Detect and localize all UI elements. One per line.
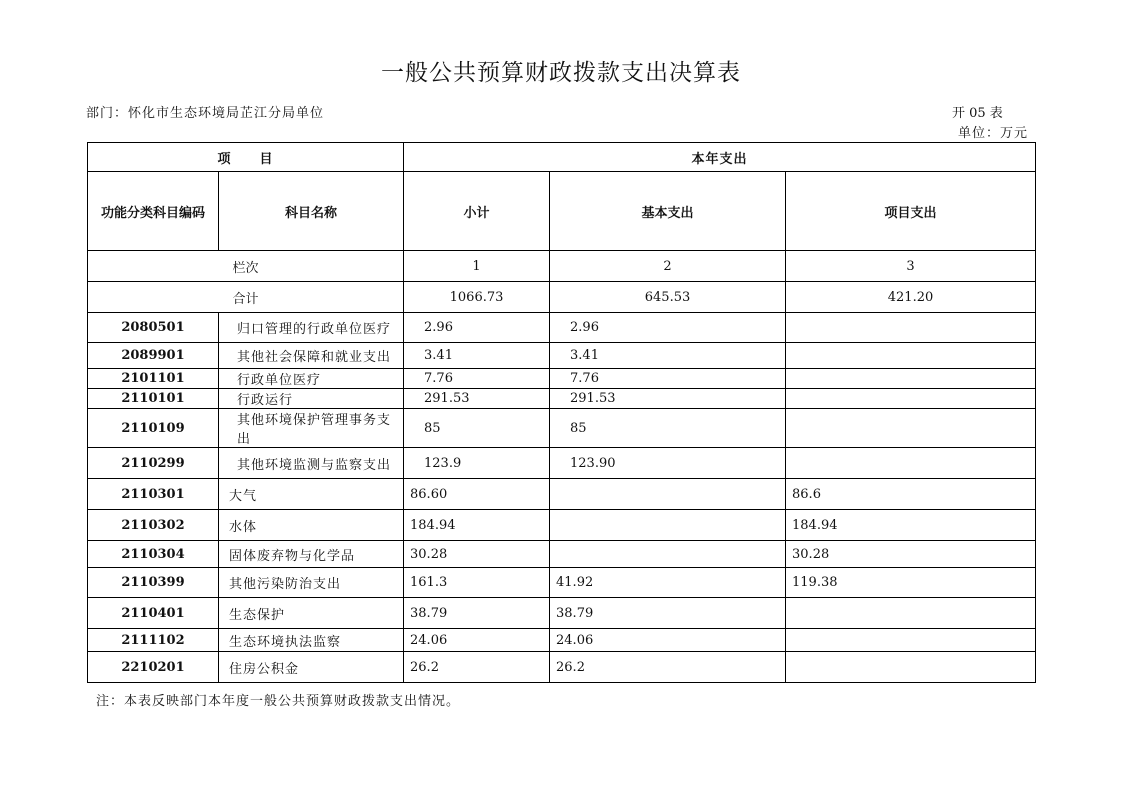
row-subtotal: 3.41: [404, 343, 550, 369]
table-row: [88, 629, 1036, 652]
row-project: 86.6: [786, 479, 1036, 510]
row-basic: [550, 510, 786, 541]
row-subtotal: 24.06: [404, 629, 550, 652]
row-project: 119.38: [786, 568, 1036, 598]
row-name: 归口管理的行政单位医疗: [219, 313, 404, 343]
total-basic: 645.53: [550, 282, 786, 313]
header-basic: 基本支出: [550, 172, 786, 251]
row-project: [786, 369, 1036, 389]
header-item: 项 目: [88, 143, 404, 172]
total-label: 合计: [88, 282, 404, 313]
row-project: [786, 629, 1036, 652]
row-subtotal: 161.3: [404, 568, 550, 598]
footnote: 注：本表反映部门本年度一般公共预算财政拨款支出情况。: [96, 694, 461, 709]
row-basic: 3.41: [550, 343, 786, 369]
row-name: 行政运行: [219, 389, 404, 409]
row-name: 固体废弃物与化学品: [219, 541, 404, 568]
row-basic: 291.53: [550, 389, 786, 409]
row-code: 2110399: [88, 568, 219, 598]
department-label: 部门：怀化市生态环境局芷江分局单位: [86, 106, 325, 121]
row-name: 生态环境执法监察: [219, 629, 404, 652]
header-row-1: [88, 143, 1036, 172]
row-subtotal: 26.2: [404, 652, 550, 683]
total-row: [88, 282, 1036, 313]
row-code: 2111102: [88, 629, 219, 652]
column-number-row: [88, 251, 1036, 282]
row-code: 2210201: [88, 652, 219, 683]
header-this-year: 本年支出: [404, 143, 1036, 172]
row-code: 2089901: [88, 343, 219, 369]
header-subtotal: 小计: [404, 172, 550, 251]
table-row: [88, 369, 1036, 389]
row-basic: 85: [550, 409, 786, 448]
row-code: 2110101: [88, 389, 219, 409]
table-row: [88, 479, 1036, 510]
row-code: 2080501: [88, 313, 219, 343]
unit-label: 单位：万元: [958, 126, 1029, 141]
row-name: 生态保护: [219, 598, 404, 629]
table-row: [88, 313, 1036, 343]
row-subtotal: 85: [404, 409, 550, 448]
row-name: 住房公积金: [219, 652, 404, 683]
table-row: [88, 541, 1036, 568]
header-func-code: 功能分类科目编码: [88, 172, 219, 251]
row-basic: 26.2: [550, 652, 786, 683]
total-project: 421.20: [786, 282, 1036, 313]
row-code: 2110301: [88, 479, 219, 510]
row-name: 其他社会保障和就业支出: [219, 343, 404, 369]
row-project: [786, 389, 1036, 409]
form-number: 开 05 表: [952, 106, 1003, 121]
column-number-1: 1: [404, 251, 550, 282]
row-subtotal: 30.28: [404, 541, 550, 568]
row-name: 水体: [219, 510, 404, 541]
row-project: [786, 448, 1036, 479]
row-code: 2110109: [88, 409, 219, 448]
row-basic: 123.90: [550, 448, 786, 479]
row-basic: [550, 541, 786, 568]
table-row: [88, 568, 1036, 598]
row-project: 184.94: [786, 510, 1036, 541]
row-code: 2110401: [88, 598, 219, 629]
row-subtotal: 38.79: [404, 598, 550, 629]
row-subtotal: 184.94: [404, 510, 550, 541]
row-subtotal: 2.96: [404, 313, 550, 343]
row-subtotal: 291.53: [404, 389, 550, 409]
header-subject-name: 科目名称: [219, 172, 404, 251]
row-name: 大气: [219, 479, 404, 510]
row-code: 2110304: [88, 541, 219, 568]
row-code: 2101101: [88, 369, 219, 389]
row-name: 其他污染防治支出: [219, 568, 404, 598]
table-row: [88, 389, 1036, 409]
row-basic: 7.76: [550, 369, 786, 389]
row-code: 2110299: [88, 448, 219, 479]
table-row: [88, 598, 1036, 629]
total-subtotal: 1066.73: [404, 282, 550, 313]
column-number-label: 栏次: [88, 251, 404, 282]
row-basic: 41.92: [550, 568, 786, 598]
expenditure-table: [87, 142, 1036, 683]
row-project: [786, 409, 1036, 448]
row-project: 30.28: [786, 541, 1036, 568]
row-basic: [550, 479, 786, 510]
row-name: 其他环境监测与监察支出: [219, 448, 404, 479]
header-row-2: [88, 172, 1036, 251]
row-name: 其他环境保护管理事务支出: [219, 409, 404, 448]
header-project: 项目支出: [786, 172, 1036, 251]
page-title: 一般公共预算财政拨款支出决算表: [381, 60, 741, 86]
row-project: [786, 652, 1036, 683]
row-project: [786, 313, 1036, 343]
row-basic: 38.79: [550, 598, 786, 629]
row-basic: 2.96: [550, 313, 786, 343]
column-number-3: 3: [786, 251, 1036, 282]
row-project: [786, 598, 1036, 629]
column-number-2: 2: [550, 251, 786, 282]
row-basic: 24.06: [550, 629, 786, 652]
row-subtotal: 7.76: [404, 369, 550, 389]
row-subtotal: 123.9: [404, 448, 550, 479]
row-subtotal: 86.60: [404, 479, 550, 510]
row-name: 行政单位医疗: [219, 369, 404, 389]
row-project: [786, 343, 1036, 369]
table-row: [88, 448, 1036, 479]
table-row: [88, 409, 1036, 448]
table-row: [88, 343, 1036, 369]
row-code: 2110302: [88, 510, 219, 541]
table-row: [88, 510, 1036, 541]
table-row: [88, 652, 1036, 683]
